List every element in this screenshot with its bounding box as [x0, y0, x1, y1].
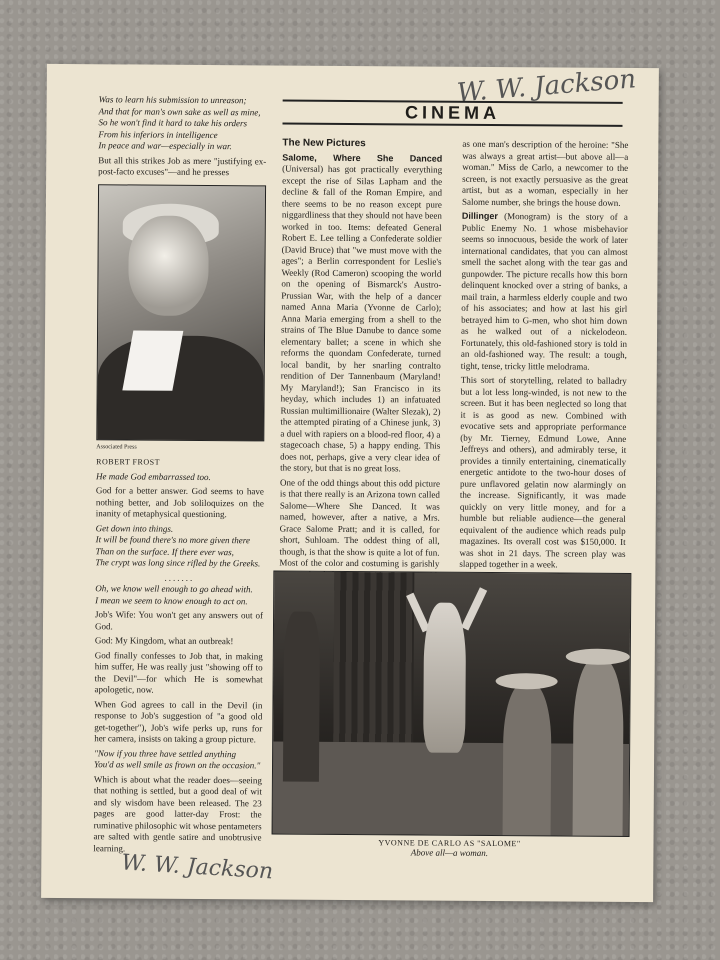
- verse-end: [94, 748, 262, 772]
- paragraph-text: (Universal) has got practically everything except the rise of Silas Lapham and the decline & fall of the Roman Empire, and there seems to be no reason except pure niggardliness that they should not have been worked in too. Items: defeated General Robert E. Lee telling a Confederate soldier (David Bruce) that "we must move with the ages"; a Berlin correspondent for Leslie's Weekly (Rod Cameron) scooping the world on the opening of Bismarck's Austro-Prussian War, with the help of a dancer named Anna Maria (Yvonne de Carlo); Anna Maria emerging from a shell to the strains of The Blue Danube to dance some elementary ballet; a scene in which she reforms the quondam Confederate, turned local bandit, by her snarling contralto rendition of Der Tannenbaum (Maryland! My Maryland!); San Francisco in its heyday, which includes 1) an infatuated Russian multimillionaire (Walter Slezak), 2) the attempted pirating of a Chinese junk, 3) a duel with rapiers on a blood-red floor, 4) a stagecoach chase, 5) a happy ending. This does not, perhaps, give a very clear idea of the story, but that is no great loss.: [280, 163, 443, 474]
- section-title: The New Pictures: [282, 137, 366, 150]
- verse-line: In peace and war—especially in war.: [98, 140, 232, 152]
- paragraph: One of the odd things about this odd picture is that there really is an Arizona town called Salome—Where She Danced. It was named, however, after a native, a Mrs. Grace Salome Pratt; and it is called, for short, Suhloam. The oddest thing of all, though, is that the show is quite a lot of fun. Most of the color and costuming is garishly: [279, 477, 441, 569]
- verse-mid2: [95, 583, 263, 607]
- verse-line: You'd as well smile as frown on the occasion.": [93, 759, 261, 771]
- paragraph: God finally confesses to Job that, in making him suffer, He was really just "showing off to the Devil"—for which He is somewhat apologetic, now.: [94, 649, 263, 695]
- photo-caption: [271, 837, 627, 858]
- verse-line: Oh, we know well enough to go ahead with.: [95, 583, 253, 595]
- magazine-page: [41, 64, 659, 902]
- film-title: Dillinger: [461, 210, 498, 222]
- portrait-caption-sub: He made God embarrassed too.: [96, 470, 211, 482]
- paragraph: [461, 211, 628, 373]
- verse-break: .......: [164, 572, 195, 583]
- verse-line: The crypt was long since rifled by the Greeks.: [95, 557, 261, 569]
- verse-line: It will be found there's no more given there: [95, 534, 251, 546]
- verse-line: Get down into things.: [95, 522, 174, 534]
- paragraph: Job's Wife: You won't get any answers out of God.: [94, 609, 264, 631]
- photo-caption-name: YVONNE DE CARLO AS "SALOME": [378, 838, 521, 849]
- signature-top: W. W. Jackson: [455, 64, 638, 109]
- robert-frost-portrait: [96, 184, 266, 441]
- verse-line: "Now if you three have settled anything: [94, 747, 237, 759]
- paragraph: This sort of storytelling, related to balladry but a lot less long-winded, is not new to the screen. But it has been neglected so long that it is as good as new. Combined with evocative sets and appropriate performance (by Mr. Tierney, Edmund Lowe, Anne Jeffreys and others), and admirably terse, it provides a tinnily entertaining, cinematically energetic antidote to the two-hour doses of pure unflavored gelatin now alarmingly on the increase. Significantly, it was made quickly on very little money, and for a humble but reliable audience—the general equivalent of the audience which reads pulp magazines. Its overall cost was $150,000. It was shot in 21 days. The screen play was slapped together in a week.: [459, 374, 627, 570]
- paragraph: God: My Kingdom, what an outbreak!: [94, 635, 234, 647]
- paragraph: as one man's description of the heroine: "She was always a great artist—but above all—a woman." Miss de Carlo, a newcomer to the screen, is not exactly persuasive as the great artist, but as a woman, especially in her Salome number, she brings the house down.: [461, 138, 629, 208]
- middle-column: [279, 138, 442, 597]
- paragraph: Which is about what the reader does—seeing that nothing is settled, but a good deal of wit and sly wisdom have been released. The 23 pages are good latter-day Frost: the ruminative philosophic wit whose pentameters are salted with gentle satire and unobtrusive learning.: [93, 773, 262, 853]
- photo-credit: Associated Press: [96, 443, 137, 451]
- verse-mid: [95, 523, 263, 570]
- photo-caption-sub: Above all—a woman.: [410, 847, 489, 858]
- signature-bottom: W. W. Jackson: [120, 850, 274, 885]
- paragraph: [280, 152, 442, 475]
- right-column: [459, 139, 628, 575]
- paragraph: But all this strikes Job as mere "justifying ex-post-facto excuses"—and he presses: [98, 154, 267, 178]
- portrait-caption-name: ROBERT FROST: [96, 457, 161, 467]
- verse-line: From his inferiors in intelligence: [98, 128, 218, 140]
- verse-line: I mean we seem to know enough to act on.: [95, 594, 248, 606]
- film-title: Salome, Where She Danced: [282, 152, 443, 164]
- verse-line: And that for man's own sake as well as mine,: [98, 105, 261, 117]
- paragraph: When God agrees to call in the Devil (in response to Job's suggestion of "a good old get-together"), Job's wife perks up, runs for her camera, insists on taking a group picture.: [94, 698, 263, 745]
- section-header: [283, 100, 623, 127]
- paragraph-text: (Monogram) is the story of a Public Enemy No. 1 whose misbehavior seems so innocuous, beside the work of later international candidates, that you can almost smell the sachet along with the tear gas and gunpowder. The picture recalls how this born delinquent knocked over a string of banks, a mail train, a harmless elderly couple and two of his associates; and how at last his girl betrayed him to G-men, who shot him down as he walked out of a nickelodeon. Fortunately, this old-fashioned story is told in an old-fashioned way. The result: a tough, tight, tense, tricky little melodrama.: [460, 211, 628, 372]
- salome-film-still: [272, 570, 632, 836]
- verse-line: Than on the surface. If there ever was,: [95, 545, 234, 557]
- verse-top: [98, 94, 266, 153]
- cinema-title: CINEMA: [405, 102, 501, 124]
- verse-line: So he won't find it hard to take his orders: [98, 117, 248, 129]
- left-column: [93, 94, 266, 858]
- verse-line: Was to learn his submission to unreason;: [98, 94, 247, 106]
- paragraph: God for a better answer. God seems to have nothing better, and Job soliloquizes on the inanity of metaphysical questioning.: [95, 485, 264, 520]
